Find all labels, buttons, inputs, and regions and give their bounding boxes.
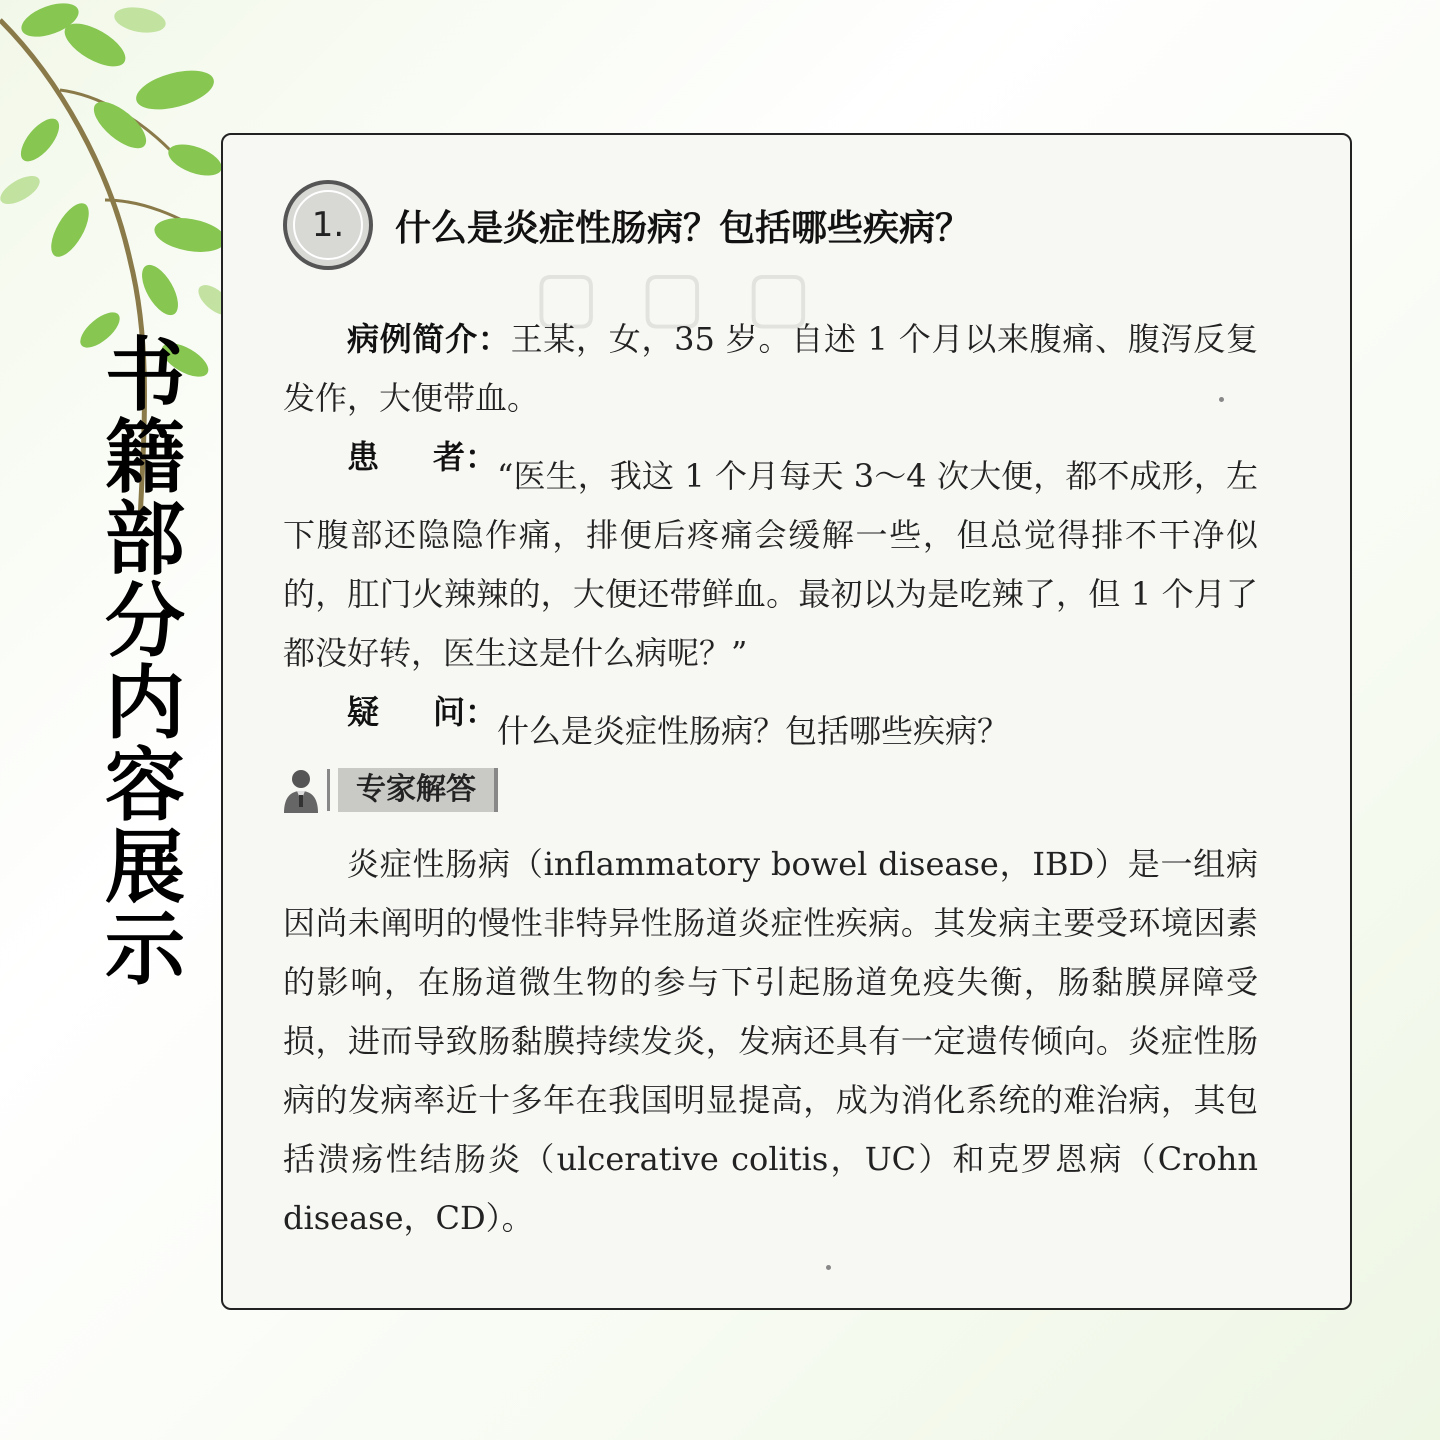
case-intro-text: 王某，女，35 岁。自述 1 个月以来腹痛、腹泻反复发作，大便带血。 [283,320,1258,417]
question-header [283,180,971,270]
question-label: 疑 问： [347,693,497,731]
expert-answer-section [283,835,1258,1248]
patient-paragraph [283,428,1258,683]
side-title-char: 部 [105,493,185,586]
question-title: 什么是炎症性肠病？包括哪些疾病？ [395,207,972,249]
book-page-card [221,133,1352,1310]
side-title-char: 分 [105,575,185,668]
doctor-icon [281,767,321,813]
case-section [283,310,1258,761]
question-paragraph [283,683,1258,761]
side-title-char: 展 [105,821,185,914]
question-number-badge [283,180,373,270]
side-title-char: 内 [105,657,185,750]
patient-text: “医生，我这 1 个月每天 3～4 次大便，都不成形，左下腹部还隐隐作痛，排便后疼痛会缓解一些，但总觉得排不干净似的，肛门火辣辣的，大便还带鲜血。最初以为是吃辣了，但 1 个月了都没好转，医生这是什么病呢？” [283,457,1258,672]
expert-answer-label: 专家解答 [338,768,498,812]
side-title [100,329,190,996]
expert-answer-header [281,767,498,813]
side-title-char: 书 [105,329,185,422]
speck-decoration [1219,397,1224,402]
watermark-decoration: ▢▢▢ [533,255,852,337]
side-title-char: 示 [105,903,185,996]
patient-label: 患 者： [347,438,497,476]
question-number: 1. [311,205,345,245]
side-title-char: 容 [105,739,185,832]
side-title-char: 籍 [105,411,185,504]
question-text: 什么是炎症性肠病？包括哪些疾病？ [497,712,1010,750]
case-intro-paragraph [283,310,1258,428]
separator [327,769,330,811]
speck-decoration [826,1265,831,1270]
case-intro-label: 病例简介： [347,320,511,358]
expert-answer-text: 炎症性肠病（inflammatory bowel disease，IBD）是一组病因尚未阐明的慢性非特异性肠道炎症性疾病。其发病主要受环境因素的影响，在肠道微生物的参与下引起肠道免疫失衡，肠黏膜屏障受损，进而导致肠黏膜持续发炎，发病还具有一定遗传倾向。炎症性肠病的发病率近十多年在我国明显提高，成为消化系统的难治病，其包括溃疡性结肠炎（ulcerative colitis，UC）和克罗恩病（Crohn disease，CD）。 [283,845,1258,1237]
